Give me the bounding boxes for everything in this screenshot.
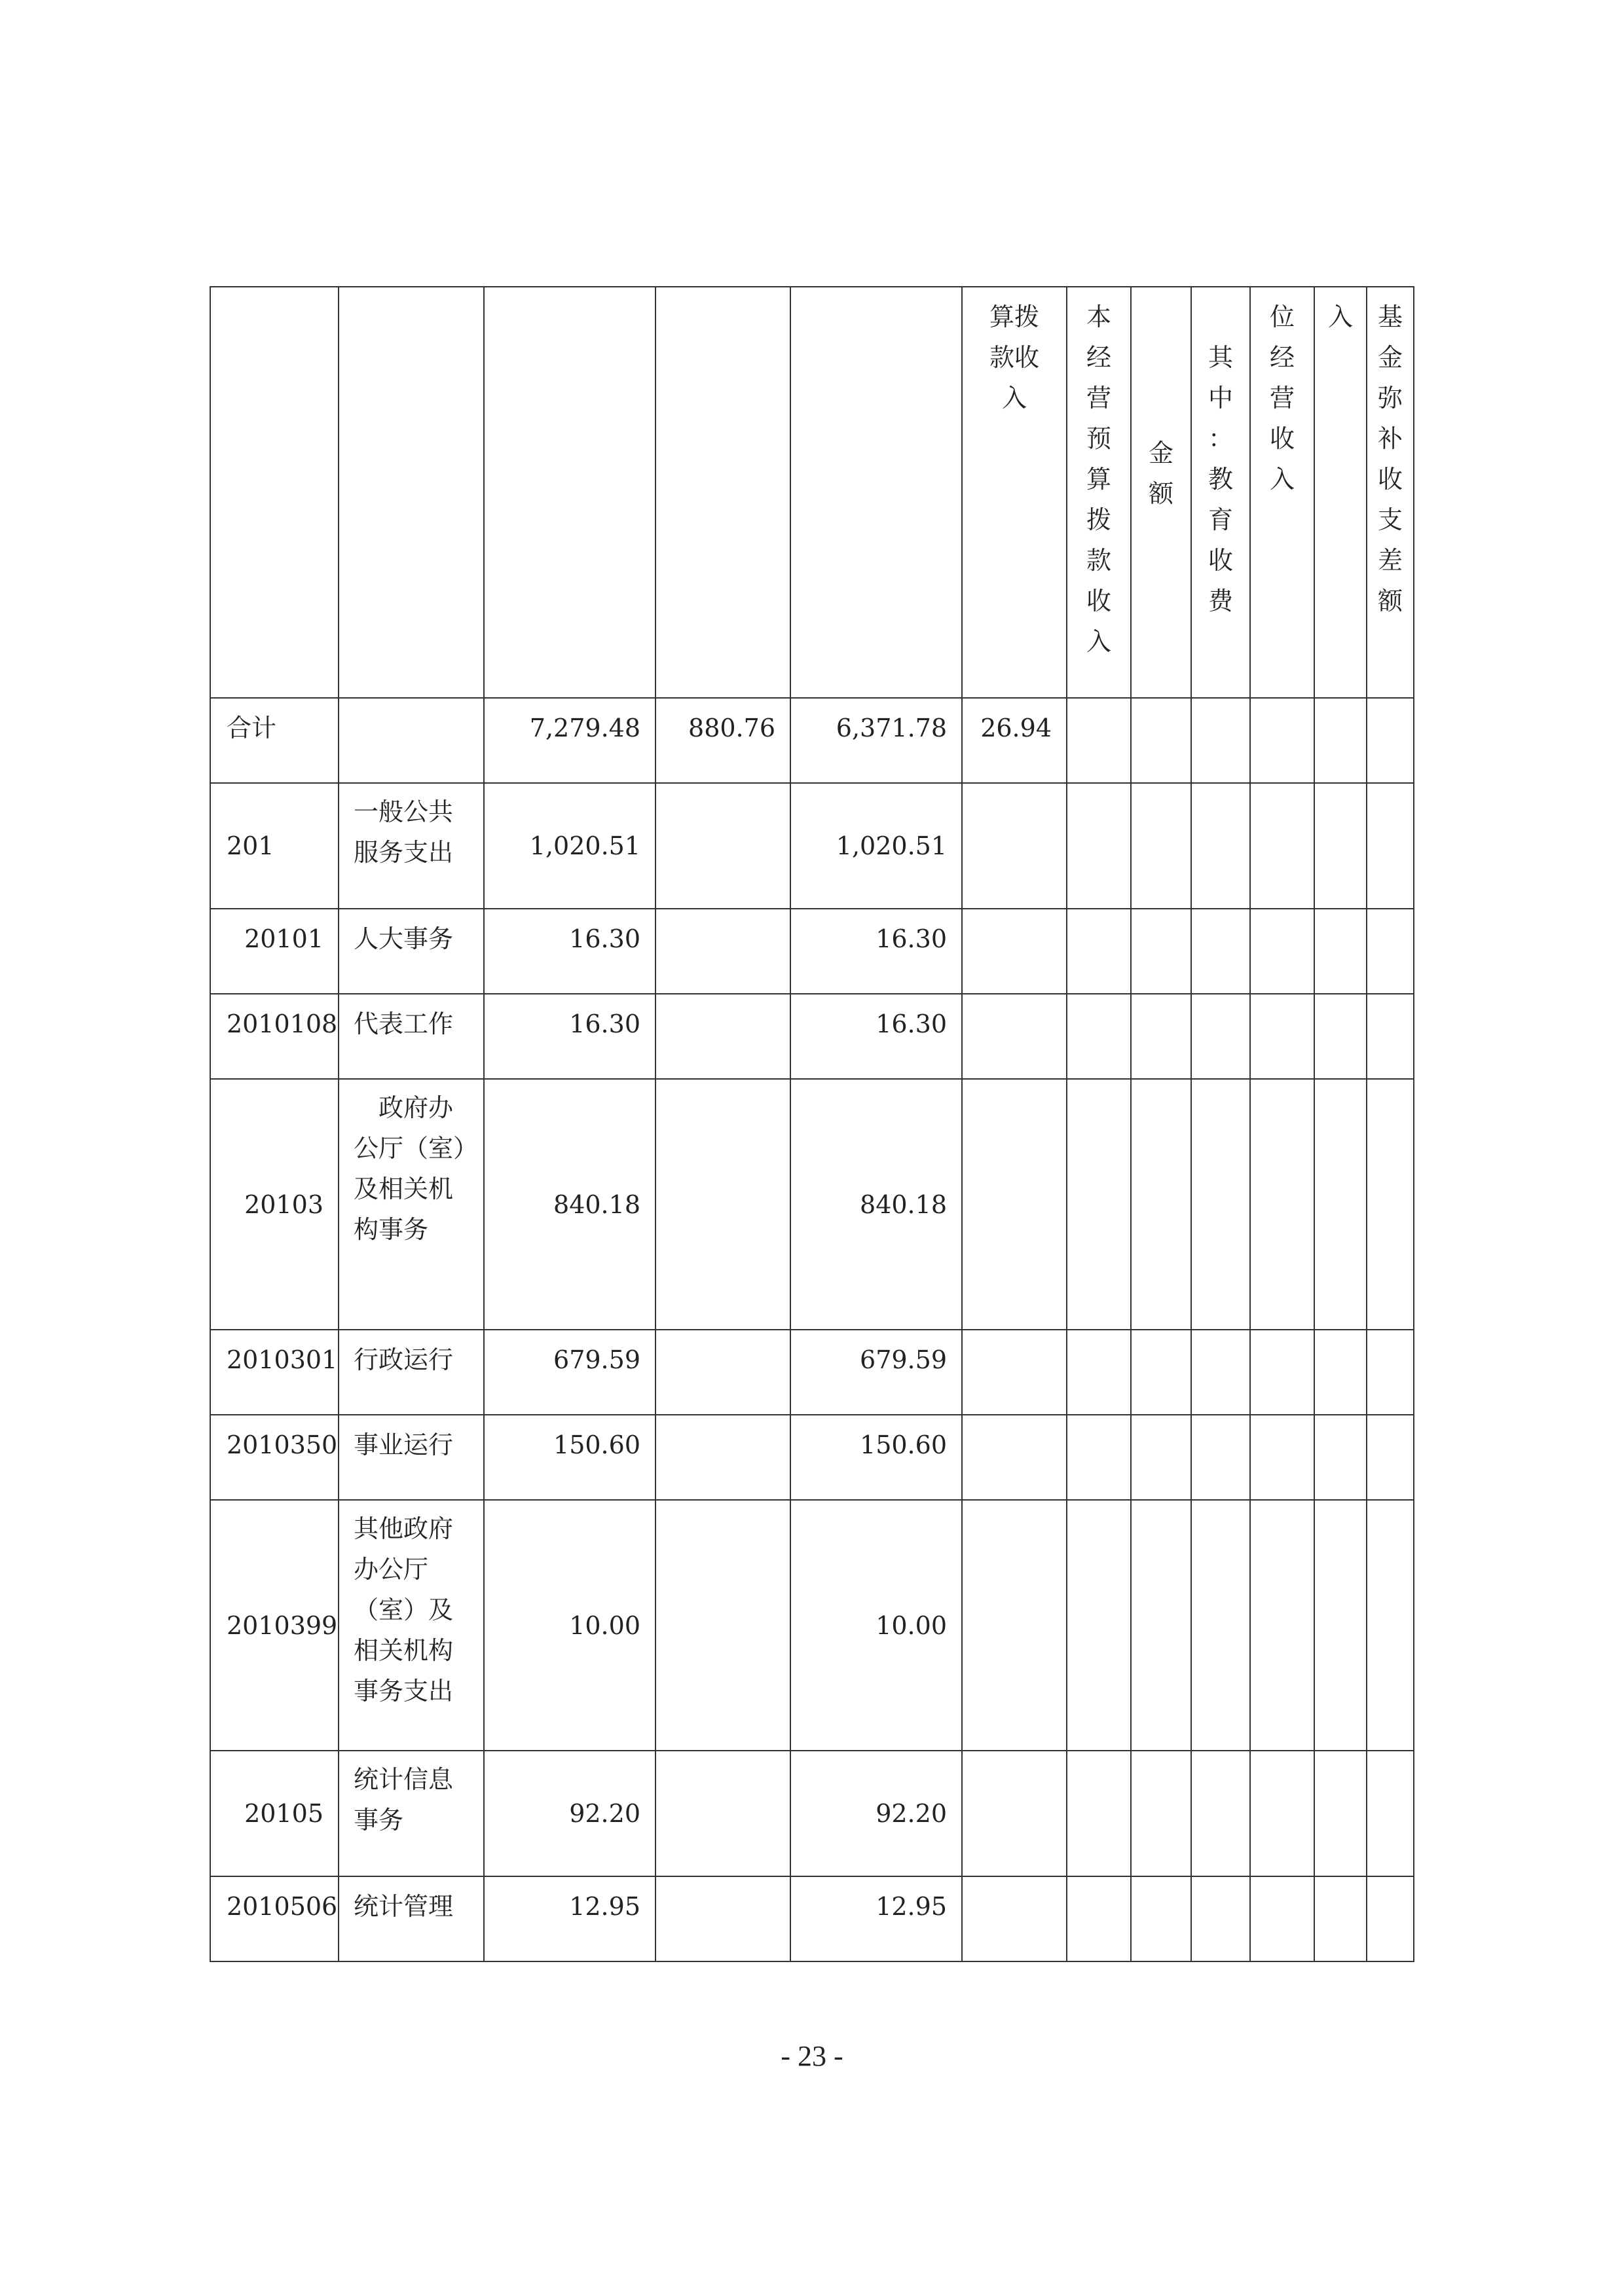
value-cell [655,1079,790,1330]
empty-cell [1250,994,1314,1079]
empty-cell [1191,994,1250,1079]
table-row [210,1751,1414,1876]
empty-cell [1067,909,1131,994]
empty-cell [1367,1876,1414,1961]
empty-cell [1067,1876,1131,1961]
value-cell [962,1330,1067,1415]
empty-cell [1314,1079,1367,1330]
name-cell: 行政运行 [339,1330,484,1415]
table-row [210,698,1414,783]
page-number: - 23 - [781,2040,843,2072]
empty-cell [1314,994,1367,1079]
total-cell: 16.30 [484,909,655,994]
value-cell: 26.94 [962,698,1067,783]
empty-cell [1250,1876,1314,1961]
empty-cell [1314,1876,1367,1961]
empty-cell [1131,1751,1191,1876]
empty-cell [1191,1876,1250,1961]
empty-cell [1067,1330,1131,1415]
value-cell: 880.76 [655,698,790,783]
empty-cell [1367,1330,1414,1415]
empty-cell [1131,1500,1191,1751]
empty-cell [1314,909,1367,994]
empty-cell [1191,783,1250,909]
code-cell: 2010399 [210,1500,339,1751]
empty-cell [1131,994,1191,1079]
header-cell: 金 额 [1131,287,1191,698]
empty-cell [1314,698,1367,783]
code-cell: 合计 [210,698,339,783]
table-row [210,1876,1414,1961]
empty-cell [1191,909,1250,994]
empty-cell [1367,698,1414,783]
budget-table [210,286,1414,1962]
value-cell [962,909,1067,994]
empty-cell [1131,1079,1191,1330]
name-cell: 统计信息事务 [339,1751,484,1876]
name-cell: 人大事务 [339,909,484,994]
total-cell: 1,020.51 [484,783,655,909]
empty-cell [1067,1751,1131,1876]
empty-cell [1314,783,1367,909]
empty-cell [1067,698,1131,783]
empty-cell [1250,1079,1314,1330]
table-row [210,1079,1414,1330]
empty-cell [1250,783,1314,909]
empty-cell [1250,909,1314,994]
empty-cell [1131,1330,1191,1415]
header-row [210,287,1414,698]
value-cell [962,994,1067,1079]
name-cell: 事业运行 [339,1415,484,1500]
header-cell: 本 经 营 预 算 拨 款 收 入 [1067,287,1131,698]
empty-cell [1250,1415,1314,1500]
code-cell: 2010350 [210,1415,339,1500]
header-cell: 位 经 营 收 入 [1250,287,1314,698]
total-cell: 10.00 [484,1500,655,1751]
total-cell: 150.60 [484,1415,655,1500]
code-cell: 20101 [210,909,339,994]
name-cell: 代表工作 [339,994,484,1079]
empty-cell [1367,909,1414,994]
table-row [210,1415,1414,1500]
value-cell [655,783,790,909]
value-cell: 6,371.78 [790,698,962,783]
empty-cell [1367,783,1414,909]
empty-cell [1314,1415,1367,1500]
code-cell: 20103 [210,1079,339,1330]
empty-cell [1131,1415,1191,1500]
total-cell: 16.30 [484,994,655,1079]
empty-cell [1367,1079,1414,1330]
code-cell: 2010108 [210,994,339,1079]
value-cell [655,909,790,994]
empty-cell [1191,1751,1250,1876]
name-cell: 统计管理 [339,1876,484,1961]
table-row [210,994,1414,1079]
empty-cell [1067,1079,1131,1330]
total-cell: 679.59 [484,1330,655,1415]
value-cell: 16.30 [790,994,962,1079]
empty-cell [1191,1330,1250,1415]
total-cell: 7,279.48 [484,698,655,783]
table-row [210,909,1414,994]
empty-cell [1314,1500,1367,1751]
empty-cell [1191,1500,1250,1751]
empty-cell [1250,698,1314,783]
header-cell: 算拨 款收 入 [962,287,1067,698]
total-cell: 840.18 [484,1079,655,1330]
empty-cell [1067,994,1131,1079]
empty-cell [1367,1751,1414,1876]
header-cell: 入 [1314,287,1367,698]
code-cell: 201 [210,783,339,909]
value-cell: 92.20 [790,1751,962,1876]
value-cell [655,1876,790,1961]
empty-cell [1131,909,1191,994]
name-cell: 其他政府办公厅（室）及相关机构事务支出 [339,1500,484,1751]
empty-cell [1067,1500,1131,1751]
empty-cell [1314,1751,1367,1876]
header-cell [210,287,339,698]
name-cell: 一般公共服务支出 [339,783,484,909]
header-cell [339,287,484,698]
name-cell [339,698,484,783]
header-cell [484,287,655,698]
value-cell [655,1751,790,1876]
value-cell: 12.95 [790,1876,962,1961]
value-cell [655,994,790,1079]
value-cell [962,1751,1067,1876]
header-cell: 其 中 ： 教 育 收 费 [1191,287,1250,698]
empty-cell [1131,1876,1191,1961]
value-cell [655,1415,790,1500]
value-cell: 840.18 [790,1079,962,1330]
value-cell: 10.00 [790,1500,962,1751]
empty-cell [1067,783,1131,909]
value-cell: 16.30 [790,909,962,994]
empty-cell [1367,1415,1414,1500]
name-cell: 政府办公厅（室）及相关机构事务 [339,1079,484,1330]
code-cell: 20105 [210,1751,339,1876]
empty-cell [1067,1415,1131,1500]
empty-cell [1250,1500,1314,1751]
value-cell [962,1415,1067,1500]
value-cell [962,1079,1067,1330]
value-cell: 1,020.51 [790,783,962,909]
value-cell: 679.59 [790,1330,962,1415]
table-row [210,1330,1414,1415]
code-cell: 2010506 [210,1876,339,1961]
code-cell: 2010301 [210,1330,339,1415]
header-cell: 基 金 弥 补 收 支 差 额 [1367,287,1414,698]
empty-cell [1191,1415,1250,1500]
empty-cell [1314,1330,1367,1415]
empty-cell [1131,783,1191,909]
header-cell [655,287,790,698]
header-cell [790,287,962,698]
value-cell [655,1330,790,1415]
table-row [210,783,1414,909]
value-cell [962,783,1067,909]
empty-cell [1191,698,1250,783]
empty-cell [1250,1751,1314,1876]
value-cell [962,1500,1067,1751]
empty-cell [1131,698,1191,783]
value-cell: 150.60 [790,1415,962,1500]
table-row [210,1500,1414,1751]
total-cell: 12.95 [484,1876,655,1961]
empty-cell [1367,994,1414,1079]
value-cell [655,1500,790,1751]
empty-cell [1250,1330,1314,1415]
empty-cell [1191,1079,1250,1330]
value-cell [962,1876,1067,1961]
total-cell: 92.20 [484,1751,655,1876]
empty-cell [1367,1500,1414,1751]
